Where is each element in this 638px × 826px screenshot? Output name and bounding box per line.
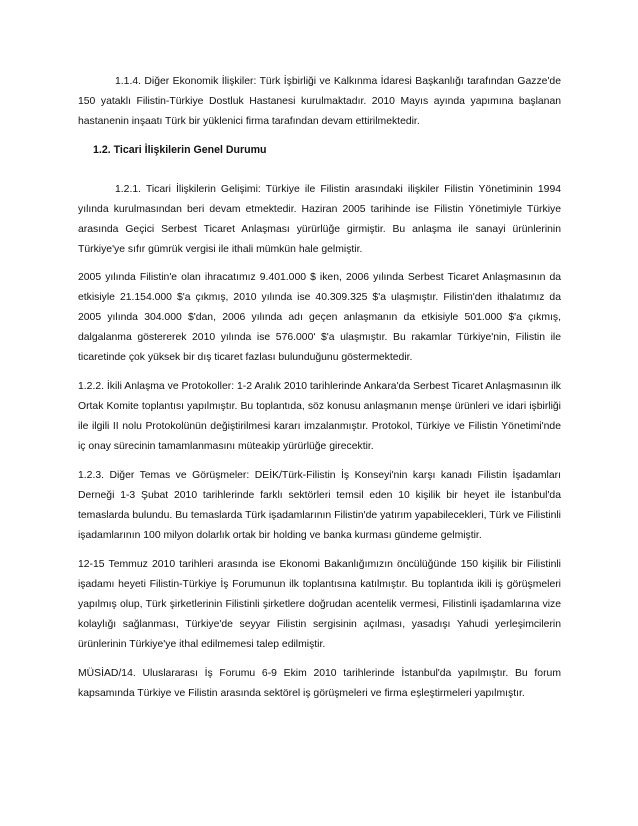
section-heading-trade-relations: 1.2. Ticari İlişkilerin Genel Durumu	[93, 144, 267, 156]
paragraph-other-economic-relations: 1.1.4. Diğer Ekonomik İlişkiler: Türk İşbirliği ve Kalkınma İdaresi Başkanlığı tarafından Gazze'de 150 yataklı Filistin-Türkiye Dostluk Hastanesi kurulmaktadır. 2010 Mayıs ayında yapımına başlanan hastanenin inşaatı Türk bir yüklenici firma tarafından devam ettirilmektedir.	[78, 76, 561, 127]
paragraph-other-contacts: 1.2.3. Diğer Temas ve Görüşmeler: DEİK/Türk-Filistin İş Konseyi'nin karşı kanadı Filistin İşadamları Derneği 1-3 Şubat 2010 tarihlerinde farklı sektörleri temsil eden 10 kişilik bir heyet ile İstanbul'da temaslarda bulundu. Bu temaslarda Türk işadamlarının Filistin'de yatırım yapabilecekleri, Türk ve Filistinli işadamlarının 100 milyon dolarlık ortak bir holding ve banka kurması gündeme gelmiştir.	[78, 470, 561, 541]
paragraph-july-2010-forum: 12-15 Temmuz 2010 tarihleri arasında ise Ekonomi Bakanlığımızın öncülüğünde 150 kişilik bir Filistinli işadamı heyeti Filistin-Türkiye İş Forumunun ilk toplantısına katılmıştır. Bu toplantıda ikili iş görüşmeleri yapılmış olup, Türk şirketlerinin Filistinli şirketlere doğrudan acentelik vermesi, Filistinli işadamlarına vize kolaylığı sağlanması, Türkiye'de seyyar Filistin sergisinin açılması, yasadışı Yahudi yerleşimcilerin ürünlerinin Türkiye'ye ithal edilmemesi talep edilmiştir.	[78, 559, 561, 650]
paragraph-trade-development: 1.2.1. Ticari İlişkilerin Gelişimi: Türkiye ile Filistin arasındaki ilişkiler Filistin Yönetiminin 1994 yılında kurulmasından beri devam etmektedir. Haziran 2005 tarihinde ise Filistin Yönetimiyle Türkiye arasında Geçici Serbest Ticaret Anlaşması yürürlüğe girmiştir. Bu anlaşma ile sanayi ürünlerinin Türkiye'ye sıfır gümrük vergisi ile ithali mümkün hale gelmiştir.	[78, 184, 561, 255]
paragraph-trade-figures: 2005 yılında Filistin'e olan ihracatımız 9.401.000 $ iken, 2006 yılında Serbest Ticaret Anlaşmasının da etkisiyle 21.154.000 $'a çıkmış, 2010 yılında ise 40.309.325 $'a ulaşmıştır. Filistin'den ithalatımız da 2005 yılında 304.000 $'dan, 2006 yılında adı geçen anlaşmanın da etkisiyle 501.000 $'a çıkmış, dalgalanma göstererek 2010 yılında ise 576.000' $'a ulaşmıştır. Bu rakamlar Türkiye'nin, Filistin ile ticaretinde çok yüksek bir dış ticaret fazlası bulunduğunu göstermektedir.	[78, 272, 561, 363]
document-page	[78, 72, 561, 704]
paragraph-bilateral-agreements: 1.2.2. İkili Anlaşma ve Protokoller: 1-2 Aralık 2010 tarihlerinde Ankara'da Serbest Ticaret Anlaşmasının ilk Ortak Komite toplantısı yapılmıştır. Bu toplantıda, söz konusu anlaşmanın menşe ürünleri ve idari işbirliği ile ilgili II nolu Protokolünün değiştirilmesi kararı imzalanmıştır. Protokol, Türkiye ve Filistin Yönetimi'nde iç onay sürecinin tamamlanmasını müteakip yürürlüğe girecektir.	[78, 381, 561, 452]
paragraph-musiad-forum: MÜSİAD/14. Uluslararası İş Forumu 6-9 Ekim 2010 tarihlerinde İstanbul'da yapılmıştır. Bu forum kapsamında Türkiye ve Filistin arasında sektörel iş görüşmeleri ve firma eşleştirmeleri yapılmıştır.	[78, 668, 561, 699]
